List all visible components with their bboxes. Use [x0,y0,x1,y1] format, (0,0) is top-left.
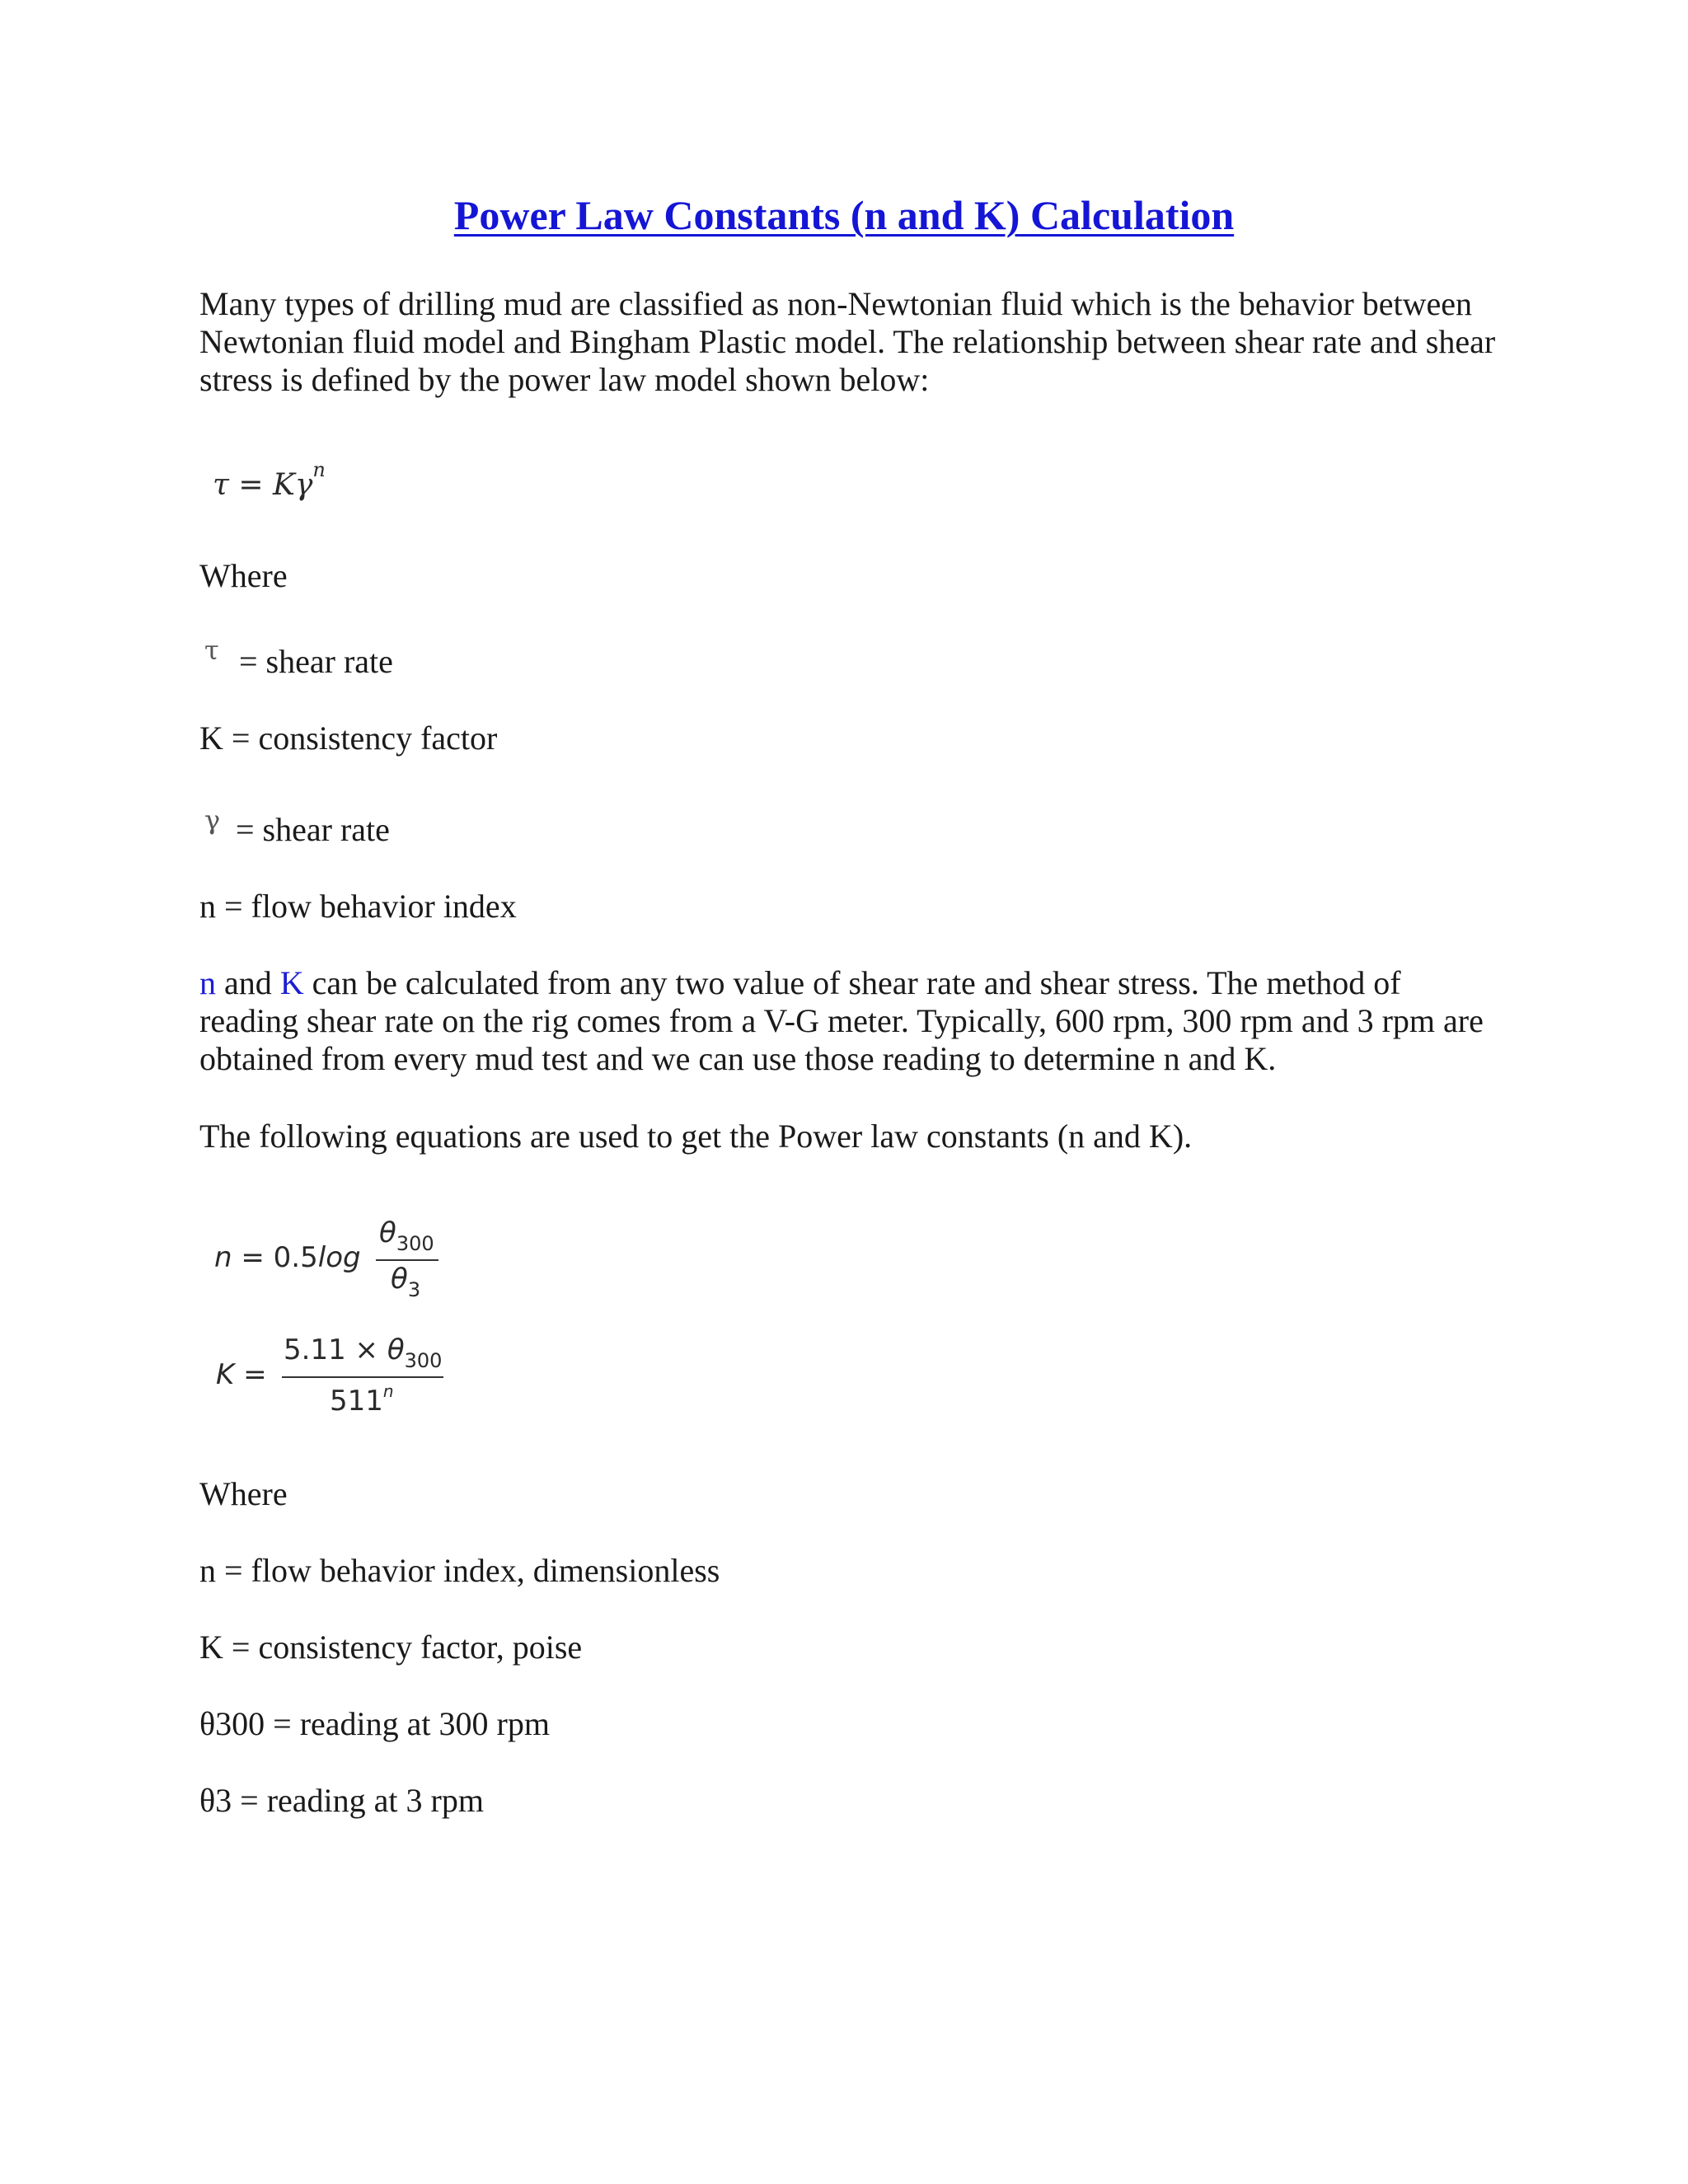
eq-n-den-sub: 3 [407,1278,421,1301]
following-text: The following equations are used to get the Power law constants (n and K). [199,1118,1193,1155]
eq-n-fraction-bar [376,1259,438,1261]
definition-n: n = flow behavior index [199,888,517,925]
eq-k-equals: = [234,1358,267,1391]
eq-k-numerator [284,1333,442,1372]
eq-k-denominator [330,1381,394,1418]
where-label-1: Where [199,557,288,594]
gamma-def-symbol: γ [204,804,221,836]
eq-n-denominator [391,1263,420,1301]
definition-n-2: n = flow behavior index, dimensionless [199,1552,720,1589]
eq-k-den-exp: n [382,1381,394,1401]
calc-paragraph [199,964,1502,1078]
eq-n-equals: = 0.5 [232,1241,318,1274]
k-link[interactable]: K [279,964,304,1001]
intro-paragraph: Many types of drilling mud are classified as non-Newtonian fluid which is the behavior between Newtonian fluid model and Bingham Plastic model. The relationship between shear rate and shear stress is defined by the power law model shown below: [199,285,1496,398]
definition-k-2: K = consistency factor, poise [199,1629,583,1666]
n-link[interactable]: n [199,964,216,1001]
eq-n-den-theta: θ [391,1263,408,1296]
eq-n-numerator [379,1216,434,1255]
gamma-def-text: = shear rate [227,811,390,848]
title-link[interactable]: Power Law Constants (n and K) Calculation [453,192,1235,238]
eq-k-den-text: 511 [330,1385,383,1418]
eq-k-symbol: K [216,1358,235,1391]
eq-k-num-text: 5.11 × [284,1333,387,1366]
eq-n-log: log [317,1241,361,1274]
eq-n-num-sub: 300 [396,1232,434,1255]
and-text: and [216,964,280,1001]
equals-sign: = [228,468,273,502]
eq-n-lhs [214,1241,361,1274]
definition-theta3: θ3 = reading at 3 rpm [199,1782,484,1819]
tau-def-symbol: τ [204,635,219,666]
page-title [0,194,1688,236]
gamma-symbol: γ [294,468,313,502]
power-law-formula [213,458,326,502]
eq-k-lhs [216,1358,267,1391]
definition-k: K = consistency factor [199,719,498,757]
eq-n-num-theta: θ [379,1216,396,1249]
calc-rest-text: can be calculated from any two value of shear rate and shear stress. The method of reading shear rate on the rig comes from a V-G meter. Typically, 600 rpm, 300 rpm and 3 rpm are obtained from every mud test and we can use those reading to determine n and K. [199,964,1484,1077]
eq-k-num-theta: θ [387,1333,405,1366]
eq-k-num-sub: 300 [404,1349,443,1372]
where-label-2: Where [199,1475,288,1512]
tau-def-text: = shear rate [231,643,393,680]
exponent-n: n [312,458,326,481]
eq-n-symbol: n [214,1241,232,1274]
eq-k-fraction-bar [282,1376,443,1378]
tau-symbol: τ [213,468,229,502]
definition-theta300: θ300 = reading at 300 rpm [199,1705,550,1742]
k-symbol: K [272,468,295,502]
